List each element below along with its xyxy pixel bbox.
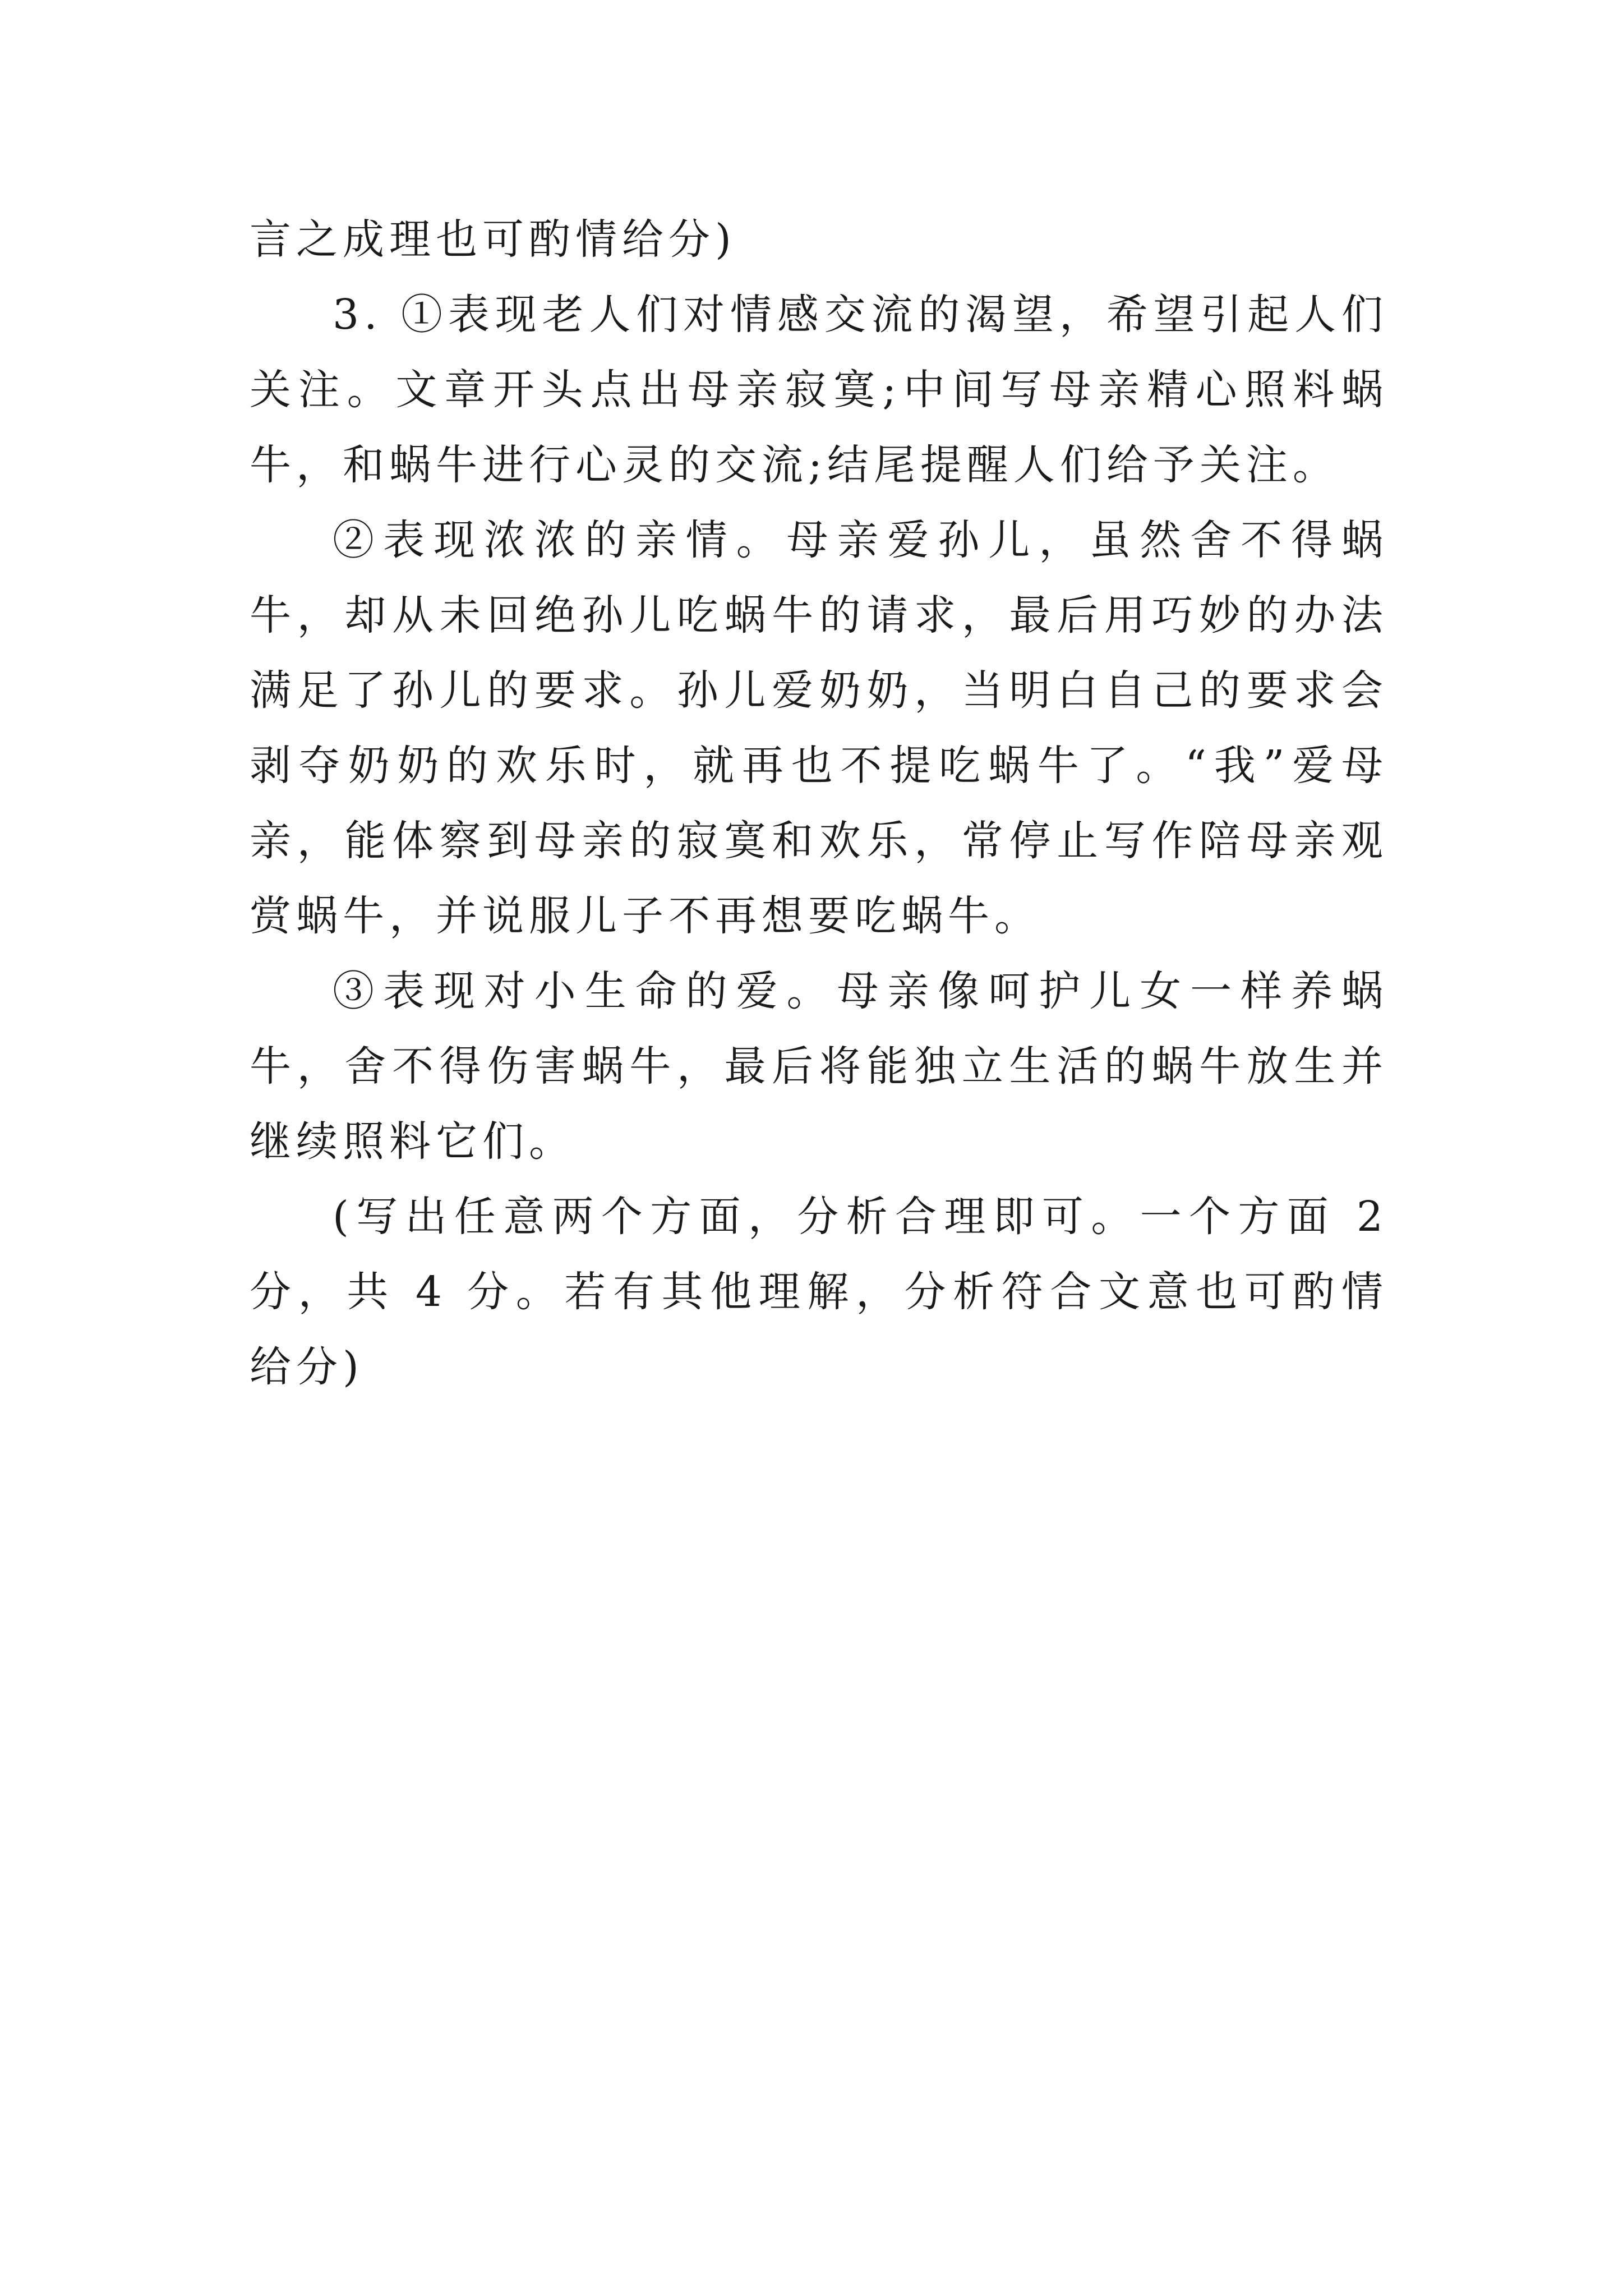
paragraph-continuation: 言之成理也可酌情给分): [250, 215, 736, 264]
paragraph-answer-3-point-2: ②表现浓浓的亲情。母亲爱孙儿，虽然舍不得蜗牛，却从未回绝孙儿吃蜗牛的请求，最后用巧妙的办法满足了孙儿的要求。孙儿爱奶奶，当明白自己的要求会剥夺奶奶的欢乐时，就再也不提吃蜗牛了。“我”爱母亲，能体察到母亲的寂寞和欢乐，常停止写作陪母亲观赏蜗牛，并说服儿子不再想要吃蜗牛。: [250, 516, 1388, 940]
document-body: [250, 202, 1388, 1405]
paragraph-scoring-note: (写出任意两个方面，分析合理即可。一个方面 2 分，共 4 分。若有其他理解，分析符合文意也可酌情给分): [250, 1193, 1388, 1391]
paragraph-answer-3-point-3: ③表现对小生命的爱。母亲像呵护儿女一样养蜗牛，舍不得伤害蜗牛，最后将能独立生活的蜗牛放生并继续照料它们。: [250, 967, 1388, 1166]
paragraph-answer-3-point-1: 3. ①表现老人们对情感交流的渴望，希望引起人们关注。文章开头点出母亲寂寞;中间写母亲精心照料蜗牛，和蜗牛进行心灵的交流;结尾提醒人们给予关注。: [250, 291, 1388, 489]
